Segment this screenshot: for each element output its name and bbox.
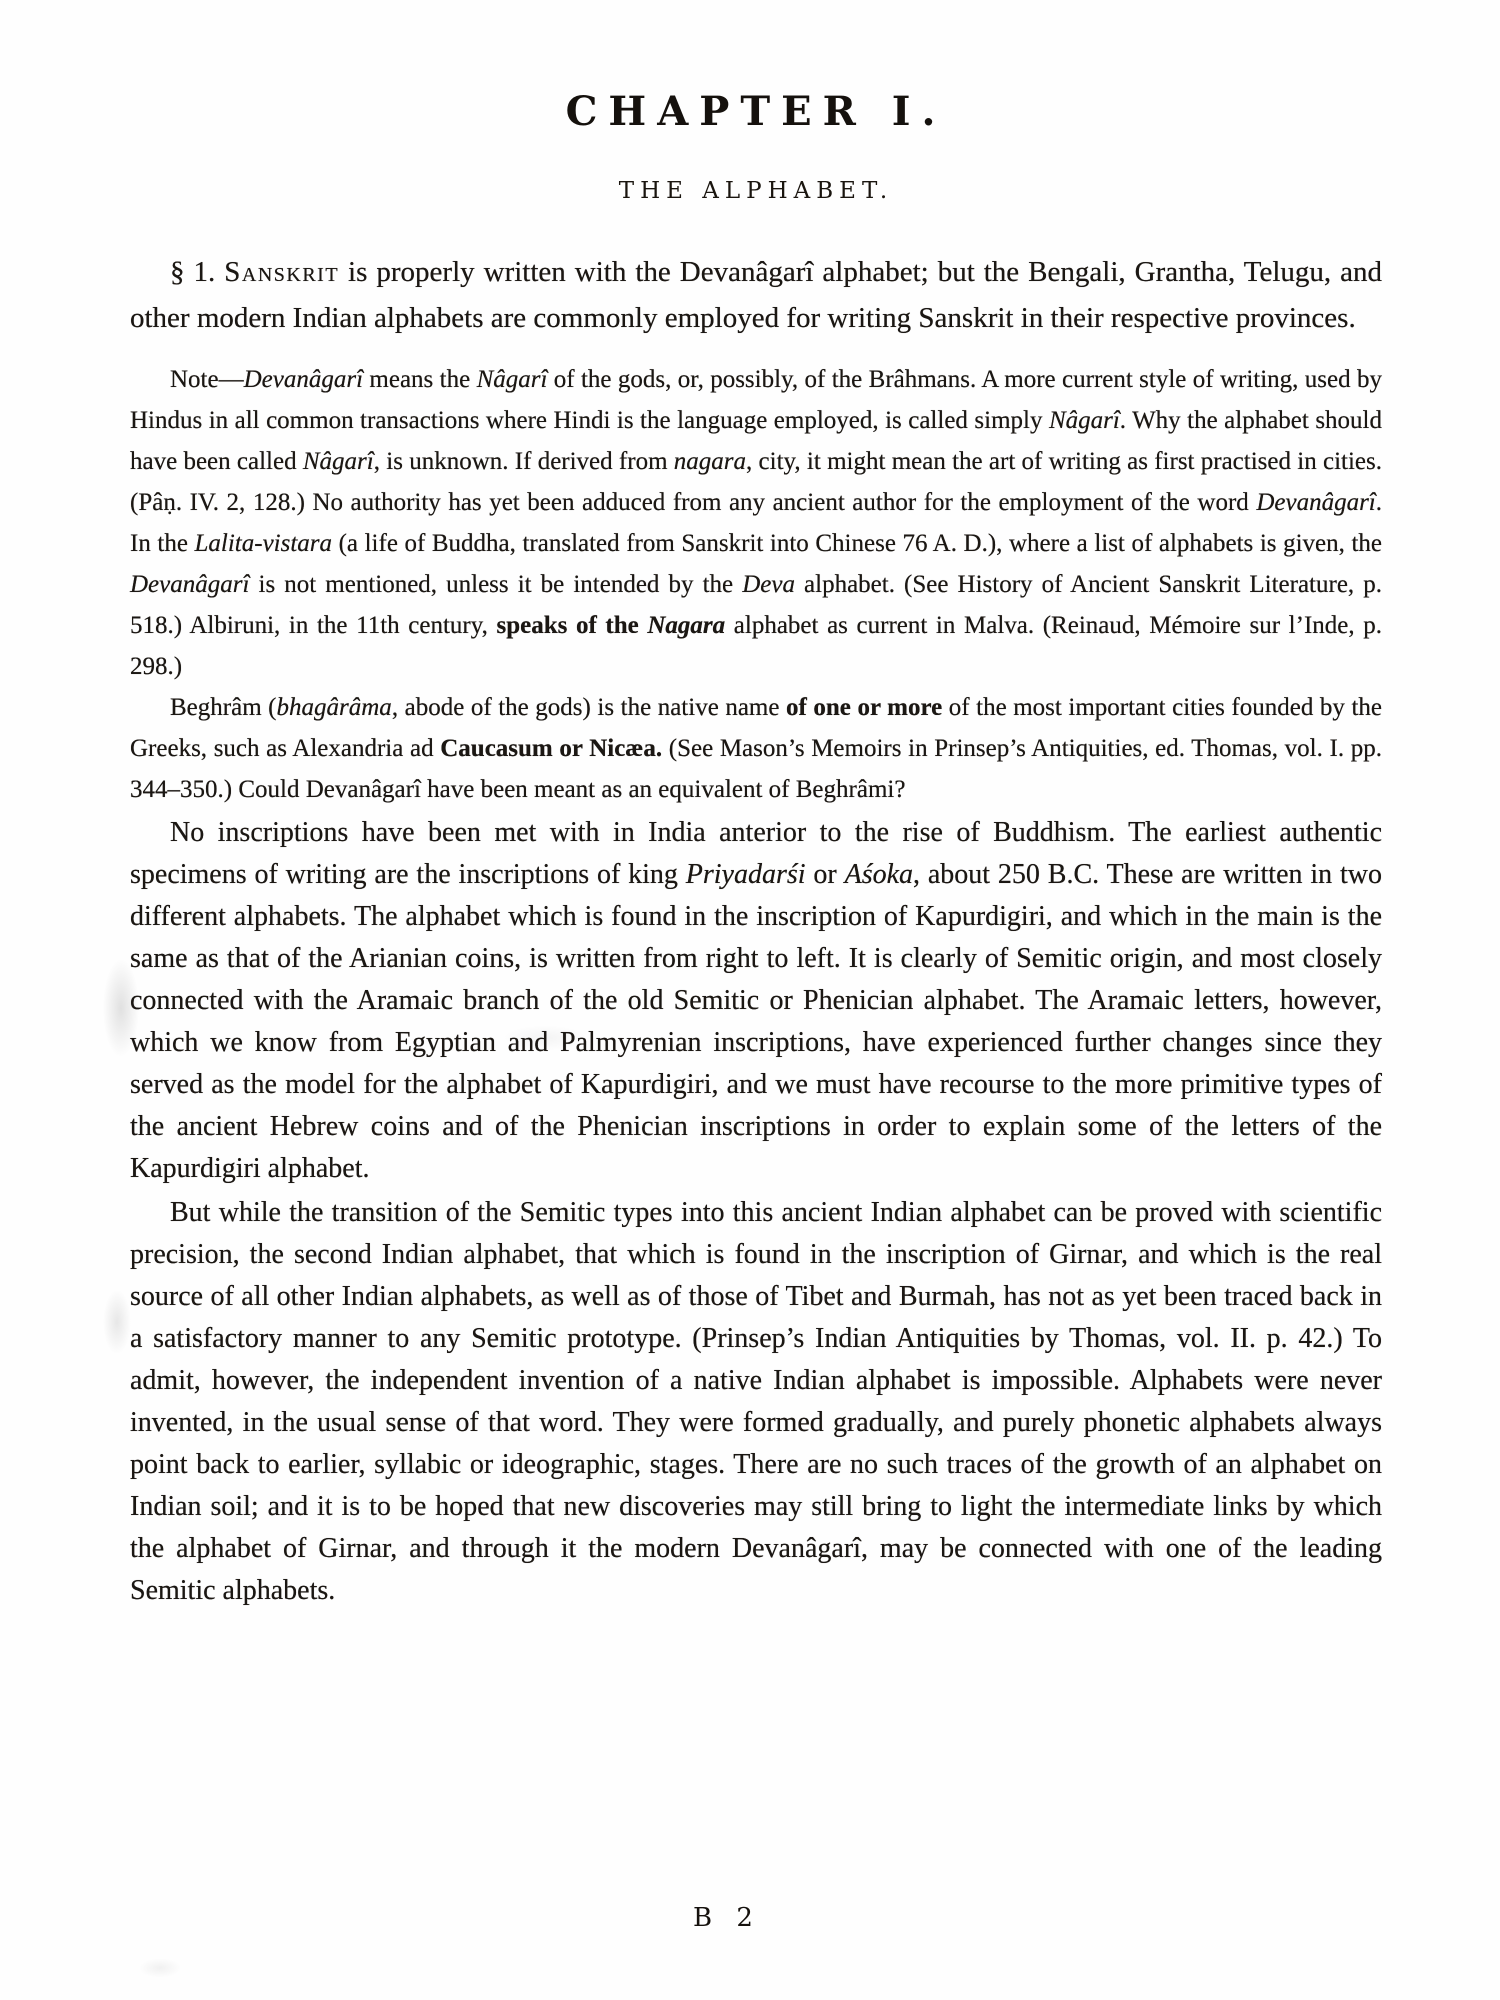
section-title: THE ALPHABET. (618, 178, 894, 204)
text-segment: is not mentioned, unless it be intended by the (249, 571, 743, 598)
text-segment: alphabet. (See History of Ancient Sanskrit Literature, p. 518.) Albiruni, in the 11th century, (130, 571, 1382, 639)
text-segment: Sanskrit (224, 256, 340, 288)
text-segment: (a life of Buddha, translated from Sanskrit into Chinese 76 A. D.), where a list of alphabets is given, the (332, 530, 1382, 557)
text-segment: . In the (130, 489, 1382, 557)
paragraph (130, 359, 1382, 687)
text-segment: But while the transition of the Semitic types into this ancient Indian alphabet can be proved with scientific precision, the second Indian alphabet, that which is found in the inscription of Girnar, and which is the real source of all other Indian alphabets, as well as of those of Tibet and Burmah, has not as yet been traced back in a satisfactory manner to any Semitic prototype. (Prinsep’s Indian Antiquities by Thomas, vol. II. p. 42.) To admit, however, the independent invention of a native Indian alphabet is impossible. Alphabets were never invented, in the usual sense of that word. They were formed gradually, and purely phonetic alphabets always point back to earlier, syllabic or ideographic, stages. There are no such traces of the growth of an alphabet on Indian soil; and it is to be hoped that new discoveries may still bring to light the intermediate links by which the alphabet of Girnar, and through it the modern Devanâgarî, may be connected with one of the leading Semitic alphabets. (130, 1197, 1382, 1606)
text-segment: (See Mason’s Memoirs in Prinsep’s Antiquities, ed. Thomas, vol. I. pp. 344–350.) Could Devanâgarî have been meant as an equivalent of Beghrâmi? (130, 735, 1382, 803)
text-segment: alphabet as current in Malva. (Reinaud, Mémoire sur l’Inde, p. 298.) (130, 612, 1382, 680)
text-segment: Nagara (647, 612, 726, 639)
paragraph (130, 249, 1382, 341)
text-segment: Priyadarśi (685, 859, 806, 890)
text-segment: , about 250 B.C. These are written in two different alphabets. The alphabet which is found in the inscription of Kapurdigiri, and which in the main is the same as that of the Arianian coins, is written from right to left. It is clearly of Semitic origin, and most closely connected with the Aramaic branch of the old Semitic or Phenician alphabet. The Aramaic letters, however, which we know from Egyptian and Palmyrenian inscriptions, have experienced further changes since they served as the model for the alphabet of Kapurdigiri, and we must have recourse to the more primitive types of the ancient Hebrew coins and of the Phenician inscriptions in order to explain some of the letters of the Kapurdigiri alphabet. (130, 859, 1382, 1184)
text-segment: or (805, 859, 845, 890)
text-segment: Devanâgarî (243, 366, 364, 393)
paragraph (130, 1192, 1382, 1612)
text-segment: , city, it might mean the art of writing as first practised in cities. (Pâṇ. IV. 2, 128.) No authority has yet been adduced from any ancient author for the employment of the word (130, 448, 1382, 516)
text-segment: Caucasum or Nicæa. (440, 735, 663, 762)
text-segment: Lalita-vistara (194, 530, 333, 557)
text-block (130, 88, 1382, 1612)
text-segment: of the most important cities founded by the Greeks, such as Alexandria ad (130, 694, 1382, 762)
text-segment: of one or more (786, 694, 943, 721)
chapter-title: CHAPTER I. (565, 88, 947, 135)
text-segment: Aśoka (844, 859, 914, 890)
text-segment: is properly written with the Devanâgarî alphabet; but the Bengali, Grantha, Telugu, and other modern Indian alphabets are commonly employed for writing Sanskrit in their respective provinces. (130, 256, 1382, 334)
text-segment: . Why the alphabet should have been called (130, 407, 1382, 475)
text-segment: Deva (742, 571, 795, 598)
text-segment: bhagârâma (276, 694, 392, 721)
text-segment: No inscriptions have been met with in India anterior to the rise of Buddhism. The earliest authentic specimens of writing are the inscriptions of king (130, 817, 1382, 890)
text-segment: Nâgarî (476, 366, 548, 393)
text-segment: Nâgarî (1048, 407, 1120, 434)
text-segment: Note— (170, 366, 244, 393)
text-segment: nagara (673, 448, 747, 475)
paragraphs (130, 249, 1382, 1612)
text-segment: , is unknown. If derived from (373, 448, 674, 475)
text-segment: Nâgarî (302, 448, 374, 475)
signature-mark: B 2 (693, 1903, 753, 1933)
text-segment: Beghrâm ( (170, 694, 277, 721)
paragraph (130, 687, 1382, 810)
text-segment: speaks of the (496, 612, 648, 639)
paragraph (130, 812, 1382, 1190)
text-segment: § 1. (170, 256, 225, 288)
text-segment: Devanâgarî (130, 571, 250, 598)
text-segment: , abode of the gods) is the native name (391, 694, 787, 721)
text-segment: of the gods, or, possibly, of the Brâhmans. A more current style of writing, used by Hindus in all common transactions where Hindi is the language employed, is called simply (130, 366, 1382, 434)
text-segment: means the (363, 366, 477, 393)
text-segment: Devanâgarî (1256, 489, 1376, 516)
